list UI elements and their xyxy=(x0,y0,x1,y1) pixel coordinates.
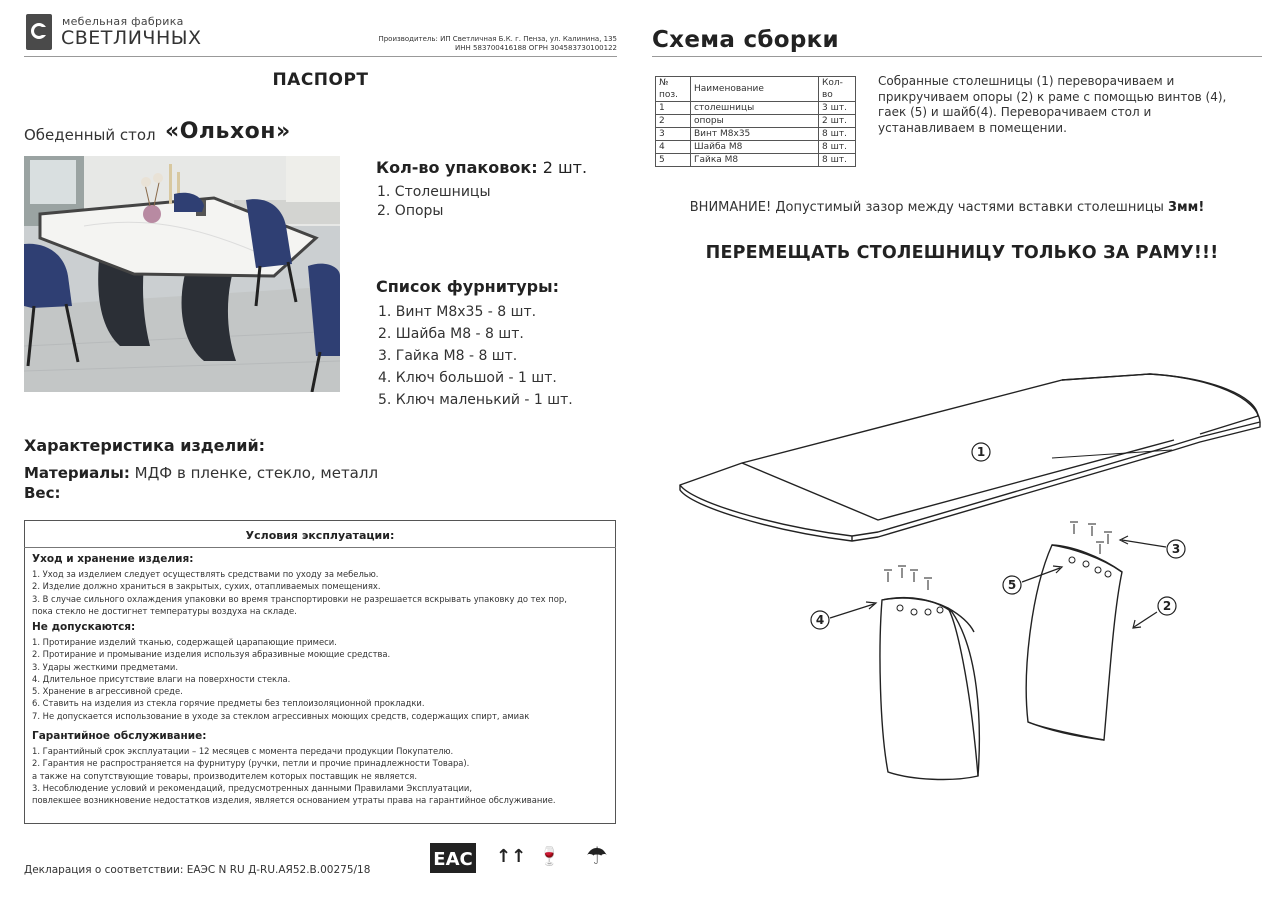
callout-1: 1 xyxy=(976,445,986,459)
hardware-heading: Список фурнитуры: xyxy=(376,277,559,296)
assembly-instructions: Собранные столешницы (1) переворачиваем и прикручиваем опоры (2) к раме с помощью винтов (4), гаек (5) и шайб(4). Переворачиваем стол и устанавливаем в помещении. xyxy=(878,74,1227,135)
materials-label: Материалы: xyxy=(24,464,130,482)
table-cell: Шайба М8 xyxy=(691,141,819,154)
product-type: Обеденный стол xyxy=(24,126,156,144)
care-heading: Уход и хранение изделия: xyxy=(32,553,194,565)
product-name: «Ольхон» xyxy=(165,119,291,144)
characteristics-heading: Характеристика изделий: xyxy=(24,436,266,455)
fragile-icon: 🍷 xyxy=(538,846,561,867)
table-cell: Гайка М8 xyxy=(691,154,819,167)
gap-warning-text: ВНИМАНИЕ! Допустимый зазор между частями вставки столешницы xyxy=(689,200,1169,215)
table-row xyxy=(656,154,856,167)
packages-heading xyxy=(376,158,587,177)
carry-warning: ПЕРЕМЕЩАТЬ СТОЛЕШНИЦУ ТОЛЬКО ЗА РАМУ!!! xyxy=(705,243,1219,263)
packages-label: Кол-во упаковок: xyxy=(376,158,538,177)
condition-line: 2. Изделие должно храниться в закрытых, сухих, отапливаемых помещениях. xyxy=(32,581,381,592)
eac-mark-text: EAC xyxy=(433,849,473,870)
weight-label: Вес: xyxy=(24,484,61,502)
list-item: 5. Ключ маленький - 1 шт. xyxy=(378,392,573,408)
conditions-title: Условия эксплуатации: xyxy=(245,529,395,542)
care-lines xyxy=(32,568,567,617)
condition-line: 2. Протирание и промывание изделия используя абразивные моющие средства. xyxy=(32,649,391,660)
eac-mark-icon xyxy=(430,843,476,877)
table-cell: столешницы xyxy=(691,102,819,115)
materials-line xyxy=(24,464,378,482)
table-header-row xyxy=(656,77,856,102)
table-row xyxy=(656,102,856,115)
tabletop-outline xyxy=(680,374,1260,536)
list-item: 1. Винт М8х35 - 8 шт. xyxy=(378,304,537,320)
scheme-divider xyxy=(652,56,1262,57)
callout-4: 4 xyxy=(815,613,825,627)
assembly-drawing xyxy=(652,350,1264,790)
callout-2: 2 xyxy=(1162,599,1172,613)
callout-3: 3 xyxy=(1171,542,1181,556)
condition-line: 6. Ставить на изделия из стекла горячие предметы без теплоизоляционной прокладки. xyxy=(32,698,425,709)
parts-table xyxy=(655,76,856,167)
gap-warning-value: 3мм! xyxy=(1168,200,1205,215)
table-cell: опоры xyxy=(691,115,819,128)
declaration: Декларация о соответствии: ЕАЭС N RU Д-RU.АЯ52.В.00275/18 xyxy=(24,864,371,876)
warranty-lines xyxy=(32,745,556,806)
table-cell: Винт М8х35 xyxy=(691,128,819,141)
table-header-cell: Наименование xyxy=(691,77,819,102)
table-cell: 8 шт. xyxy=(819,154,856,167)
condition-line: 1. Протирание изделий тканью, содержащей царапающие примеси. xyxy=(32,637,337,647)
table-cell: 8 шт. xyxy=(819,141,856,154)
hardware-list xyxy=(378,301,573,411)
condition-line: 3. Несоблюдение условий и рекомендаций, предусмотренных данными Правилами Эксплуатации, xyxy=(32,782,473,793)
condition-line: пока стекло не достигнет температуры воздуха на складе. xyxy=(32,605,297,616)
table-cell: 5 xyxy=(656,154,691,167)
table-header-cell: № поз. xyxy=(656,77,691,102)
condition-line: 1. Гарантийный срок эксплуатации – 12 месяцев с момента передачи продукции Покупателю. xyxy=(32,746,454,756)
table-cell: 3 xyxy=(656,128,691,141)
left-leg xyxy=(880,598,979,780)
materials-value: МДФ в пленке, стекло, металл xyxy=(134,464,379,482)
passport-title: ПАСПОРТ xyxy=(272,70,369,90)
conditions-divider xyxy=(24,547,616,548)
packages-count: 2 шт. xyxy=(542,158,588,177)
packages-list xyxy=(377,183,491,220)
product-photo xyxy=(24,156,340,392)
condition-line: 1. Уход за изделием следует осуществлять средствами по уходу за мебелью. xyxy=(32,569,379,579)
forbidden-lines xyxy=(32,636,529,722)
condition-line: 2. Гарантия не распространяется на фурнитуру (ручки, петли и прочие принадлежности Товара). xyxy=(32,758,470,769)
header-divider xyxy=(24,56,617,57)
gap-warning xyxy=(652,198,1242,217)
keep-dry-icon: ☂ xyxy=(586,842,608,870)
condition-line: а также на сопутствующие товары, производителем которых поставщик не является. xyxy=(32,770,417,781)
table-cell: 1 xyxy=(656,102,691,115)
condition-line: 5. Хранение в агрессивной среде. xyxy=(32,686,183,697)
list-item: 4. Ключ большой - 1 шт. xyxy=(378,370,557,386)
forbidden-heading: Не допускаются: xyxy=(32,621,136,633)
brand-subtitle: мебельная фабрика xyxy=(62,15,184,28)
table-header-cell: Кол-во xyxy=(819,77,856,102)
table-cell: 4 xyxy=(656,141,691,154)
condition-line: повлекшее возникновение недостатков изделия, является основанием утраты права на гарантийное обслуживание. xyxy=(32,795,556,806)
table-cell: 2 xyxy=(656,115,691,128)
list-item: 1. Столешницы xyxy=(377,184,491,200)
condition-line: 3. Удары жесткими предметами. xyxy=(32,661,179,672)
brand-name: СВЕТЛИЧНЫХ xyxy=(61,27,202,49)
condition-line: 4. Длительное присутствие влаги на поверхности стекла. xyxy=(32,673,291,684)
manufacturer-info xyxy=(378,35,617,52)
table-cell: 3 шт. xyxy=(819,102,856,115)
condition-line: 3. В случае сильного охлаждения упаковки во время транспортировки не разрешается вскрывать упаковку до тех пор, xyxy=(32,593,567,604)
manufacturer-line: Производитель: ИП Светличная Б.К. г. Пенза, ул. Калинина, 135 xyxy=(378,35,617,43)
list-item: 2. Шайба М8 - 8 шт. xyxy=(378,326,524,342)
manufacturer-ids: ИНН 583700416188 ОГРН 304583730100122 xyxy=(455,43,617,52)
warranty-heading: Гарантийное обслуживание: xyxy=(32,730,207,742)
table-cell: 8 шт. xyxy=(819,128,856,141)
this-way-up-icon: ↑↑ xyxy=(496,846,527,867)
list-item: 2. Опоры xyxy=(377,202,444,219)
callout-5: 5 xyxy=(1007,578,1017,592)
condition-line: 7. Не допускается использование в уходе за стеклом агрессивных моющих средств, содержащих спирт, амиак xyxy=(32,710,530,721)
scheme-title: Схема сборки xyxy=(652,27,839,53)
table-row xyxy=(656,128,856,141)
table-row xyxy=(656,115,856,128)
logo-ring-cut xyxy=(41,27,49,35)
table-row xyxy=(656,141,856,154)
table-cell: 2 шт. xyxy=(819,115,856,128)
list-item: 3. Гайка М8 - 8 шт. xyxy=(378,348,518,364)
